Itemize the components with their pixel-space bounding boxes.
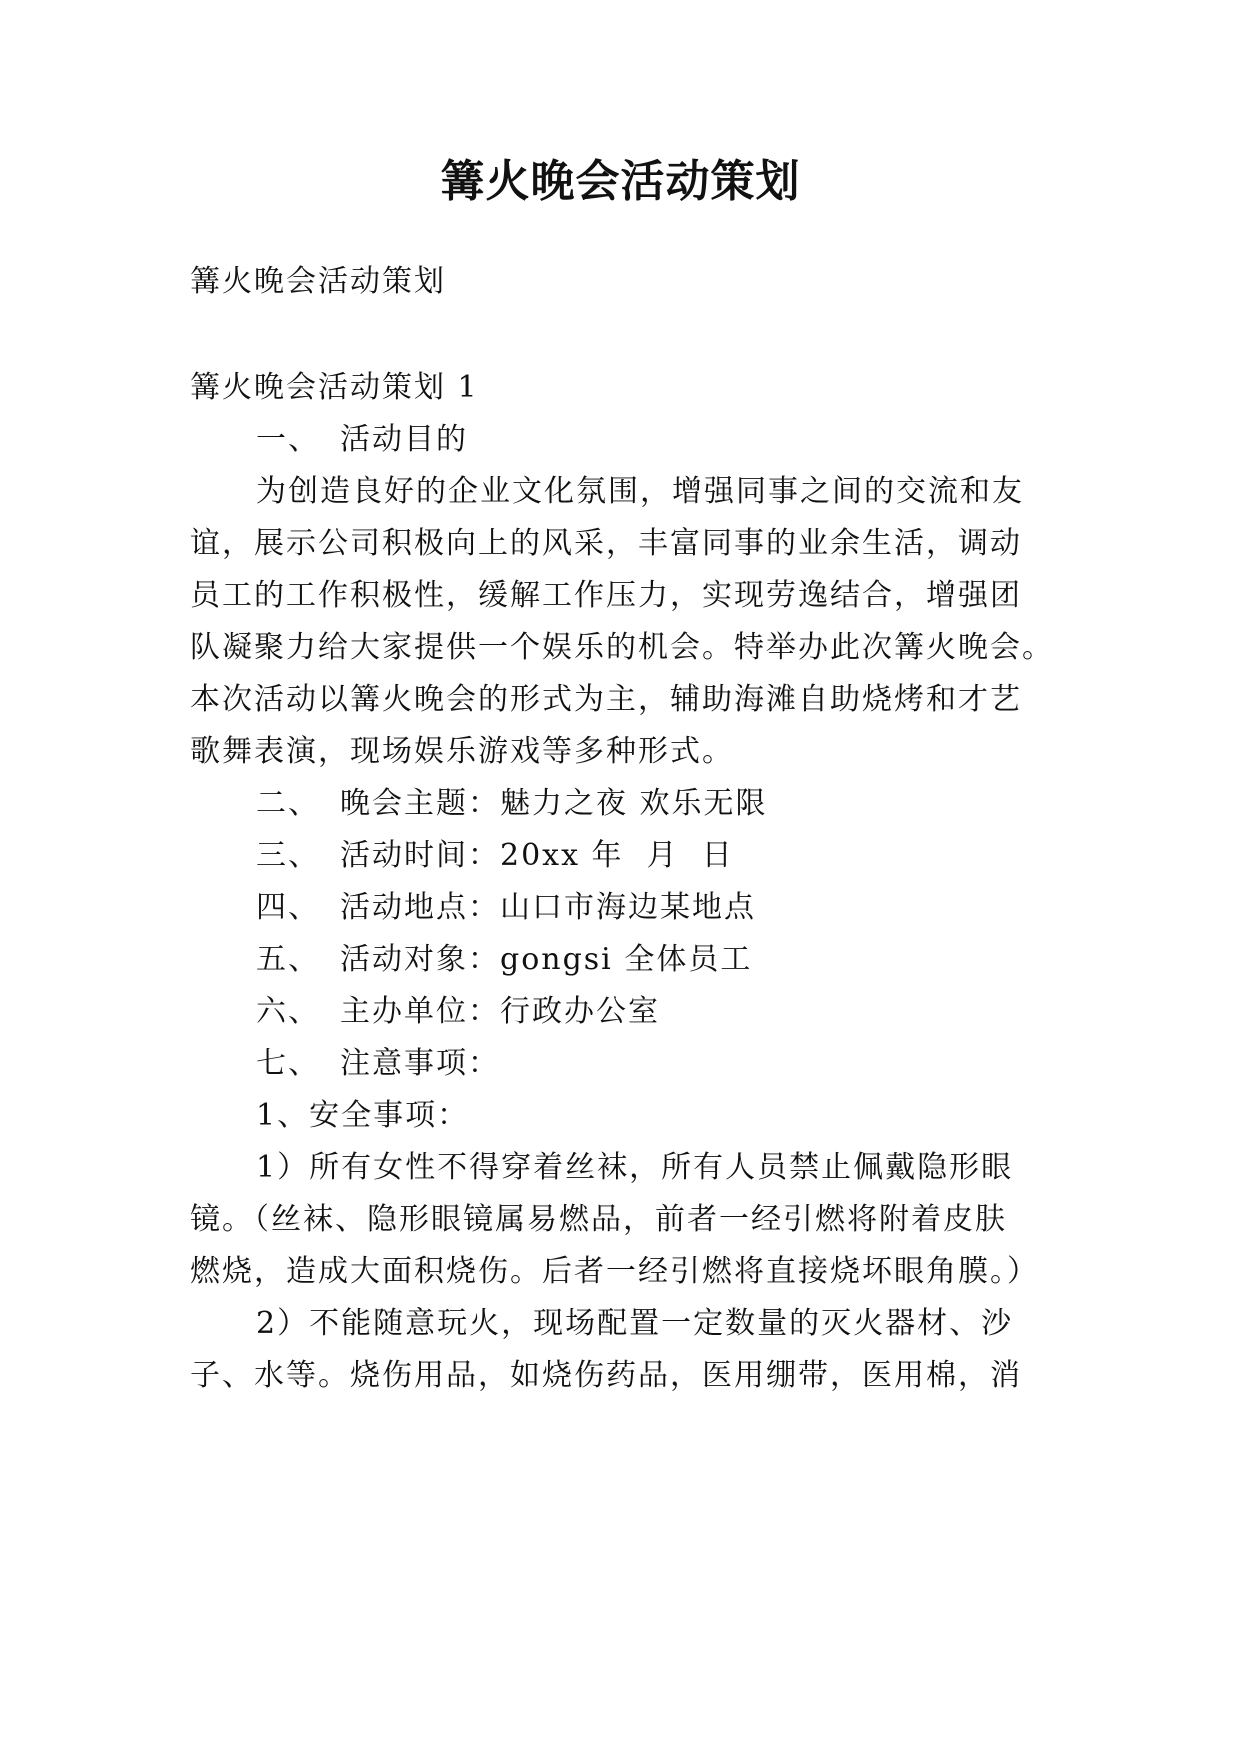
item-goal-text: 活动目的: [340, 422, 468, 457]
item-target-text: 活动对象：gongsi 全体员工: [340, 942, 753, 977]
item-time-text: 活动时间：20xx 年 月 日: [340, 838, 734, 873]
document-subtitle: 篝火晚会活动策划: [190, 264, 446, 299]
item-notes: [256, 1044, 500, 1084]
item-target-label: 五、: [256, 942, 320, 977]
item-place-label: 四、: [256, 890, 320, 925]
safety-heading: 1、安全事项：: [256, 1098, 470, 1133]
item-time-label: 三、: [256, 838, 320, 873]
item-time: [256, 836, 734, 876]
goal-paragraph-line: 队凝聚力给大家提供一个娱乐的机会。特举办此次篝火晚会。: [190, 630, 1054, 665]
goal-paragraph-line: 本次活动以篝火晚会的形式为主，辅助海滩自助烧烤和才艺: [190, 682, 1022, 717]
item-notes-text: 注意事项：: [340, 1046, 500, 1081]
item-organizer: [256, 992, 660, 1032]
section-title: 篝火晚会活动策划 1: [190, 370, 479, 405]
goal-paragraph-line: 员工的工作积极性，缓解工作压力，实现劳逸结合，增强团: [190, 578, 1022, 613]
goal-paragraph-line: 谊，展示公司积极向上的风采，丰富同事的业余生活，调动: [190, 526, 1022, 561]
goal-paragraph-line: 为创造良好的企业文化氛围，增强同事之间的交流和友: [256, 474, 1024, 509]
item-place-text: 活动地点：山口市海边某地点: [340, 890, 756, 925]
item-notes-label: 七、: [256, 1046, 320, 1081]
safety-2-line: 2）不能随意玩火，现场配置一定数量的灭火器材、沙: [256, 1306, 1014, 1341]
safety-1-line: 镜。（丝袜、隐形眼镜属易燃品，前者一经引燃将附着皮肤: [190, 1202, 1007, 1237]
item-goal-label: 一、: [256, 422, 320, 457]
safety-1-line: 燃烧，造成大面积烧伤。后者一经引燃将直接烧坏眼角膜。）: [190, 1254, 1039, 1289]
item-organizer-text: 主办单位：行政办公室: [340, 994, 660, 1029]
safety-2-line: 子、水等。烧伤用品，如烧伤药品，医用绷带，医用棉，消: [190, 1358, 1022, 1393]
goal-paragraph-line: 歌舞表演，现场娱乐游戏等多种形式。: [190, 734, 734, 769]
safety-1-line: 1）所有女性不得穿着丝袜，所有人员禁止佩戴隐形眼: [256, 1150, 1014, 1185]
item-place: [256, 888, 756, 928]
item-organizer-label: 六、: [256, 994, 320, 1029]
item-target: [256, 940, 752, 980]
item-theme-text: 晚会主题：魅力之夜 欢乐无限: [340, 786, 768, 821]
item-goal: [256, 420, 468, 460]
document-title: 篝火晚会活动策划: [440, 156, 801, 207]
item-theme-label: 二、: [256, 786, 320, 821]
item-theme: [256, 784, 768, 824]
